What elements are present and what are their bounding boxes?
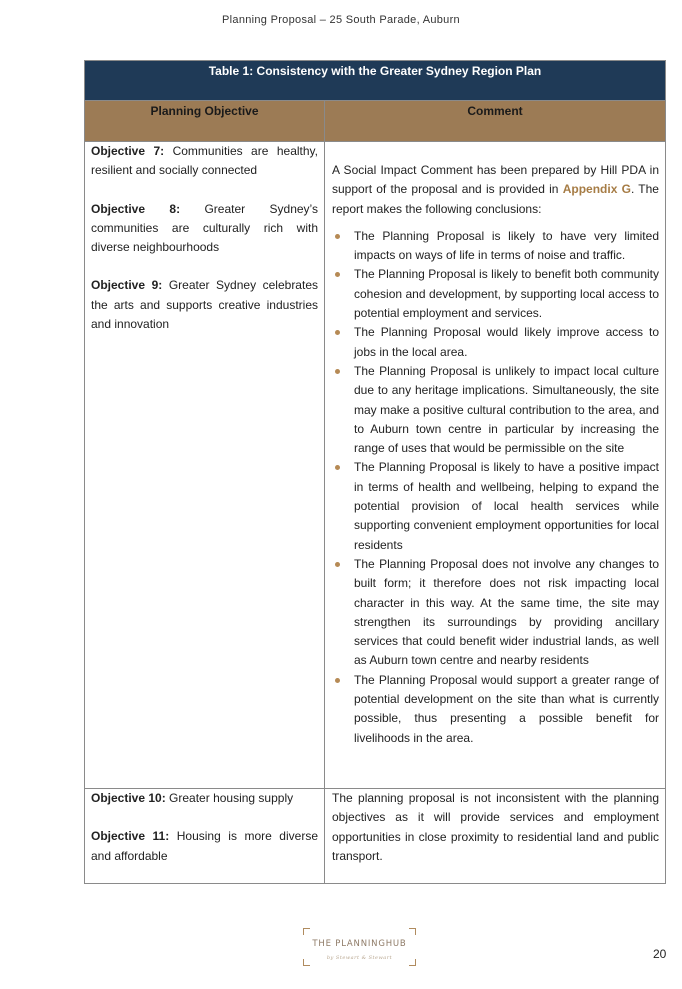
- table-row: [85, 789, 666, 884]
- appendix-link[interactable]: Appendix G: [562, 182, 631, 197]
- objective-text: Greater housing supply: [169, 791, 294, 805]
- objective-item: [91, 827, 318, 866]
- objective-item: [91, 200, 318, 258]
- comment-text: The planning proposal is not inconsistent with the planning objectives as it will provide services and employment opportunities in close proximity to residential land and public transport.: [332, 791, 659, 863]
- table-row: [85, 142, 666, 789]
- list-item: The Planning Proposal would likely improve access to jobs in the local area.: [332, 323, 659, 362]
- page-number: 20: [653, 947, 667, 961]
- logo-text: THE PLANNINGHUB: [312, 939, 407, 949]
- objective-item: [91, 789, 318, 808]
- list-item: The Planning Proposal is likely to have very limited impacts on ways of life in terms of noise and traffic.: [332, 227, 659, 266]
- comment-cell: [325, 789, 666, 884]
- column-header-planning-objective: Planning Objective: [85, 101, 325, 142]
- objective-label: Objective 11:: [91, 829, 170, 844]
- objective-label: Objective 8:: [91, 201, 181, 216]
- objective-text: Greater Sydney’s communities are culturally rich with diverse neighbourhoods: [91, 201, 319, 255]
- objective-label: Objective 10:: [91, 791, 166, 805]
- list-item: The Planning Proposal is unlikely to impact local culture due to any heritage implications. Simultaneously, the site may make a positive cultural contribution to the area, and to Auburn town centre in particular by increasing the range of uses that would be permissible on the site: [332, 362, 659, 458]
- comment-intro-text-end: . The report makes the following conclusions:: [332, 182, 659, 216]
- objective-text: Housing is more diverse and affordable: [91, 829, 318, 863]
- list-item: The Planning Proposal would support a greater range of potential development on the site than what is currently possible, thus presenting a possible benefit for livelihoods in the area.: [332, 671, 659, 748]
- logo-corner: [409, 928, 416, 935]
- objective-label: Objective 7:: [91, 144, 165, 158]
- comment-intro: [332, 161, 659, 219]
- logo-corner: [303, 928, 310, 935]
- objective-text: Greater Sydney celebrates the arts and supports creative industries and innovation: [91, 278, 318, 332]
- page-header: Planning Proposal – 25 South Parade, Auburn: [222, 14, 460, 26]
- objectives-cell: [85, 789, 325, 884]
- objective-item: [91, 142, 318, 181]
- logo-tagline: by Stewart & Stewart: [326, 955, 393, 961]
- comment-cell: [325, 142, 666, 789]
- column-header-comment: Comment: [325, 101, 666, 142]
- list-item: The Planning Proposal does not involve any changes to built form; it therefore does not risk impacting local character in this way. At the same time, the site may strengthen its surroundings by providing ancillary services that could benefit wider industrial lands, as well as Auburn town centre and nearby residents: [332, 555, 659, 671]
- table-title: Table 1: Consistency with the Greater Sydney Region Plan: [85, 61, 666, 101]
- objectives-cell: [85, 142, 325, 789]
- objective-item: [91, 276, 318, 334]
- comment-intro-text: A Social Impact Comment has been prepared by Hill PDA in support of the proposal and is provided in: [332, 163, 659, 197]
- list-item: The Planning Proposal is likely to benefit both community cohesion and development, by supporting local access to potential employment and services.: [332, 265, 659, 323]
- conclusions-list: [332, 227, 659, 748]
- objective-label: Objective 9:: [91, 278, 163, 293]
- consistency-table: [84, 60, 666, 884]
- list-item: The Planning Proposal is likely to have a positive impact in terms of health and wellbeing, helping to expand the potential provision of local health services while supporting convenient employment opportunities for local residents: [332, 458, 659, 554]
- objective-text: Communities are healthy, resilient and socially connected: [91, 144, 318, 178]
- planning-hub-logo: [303, 928, 416, 966]
